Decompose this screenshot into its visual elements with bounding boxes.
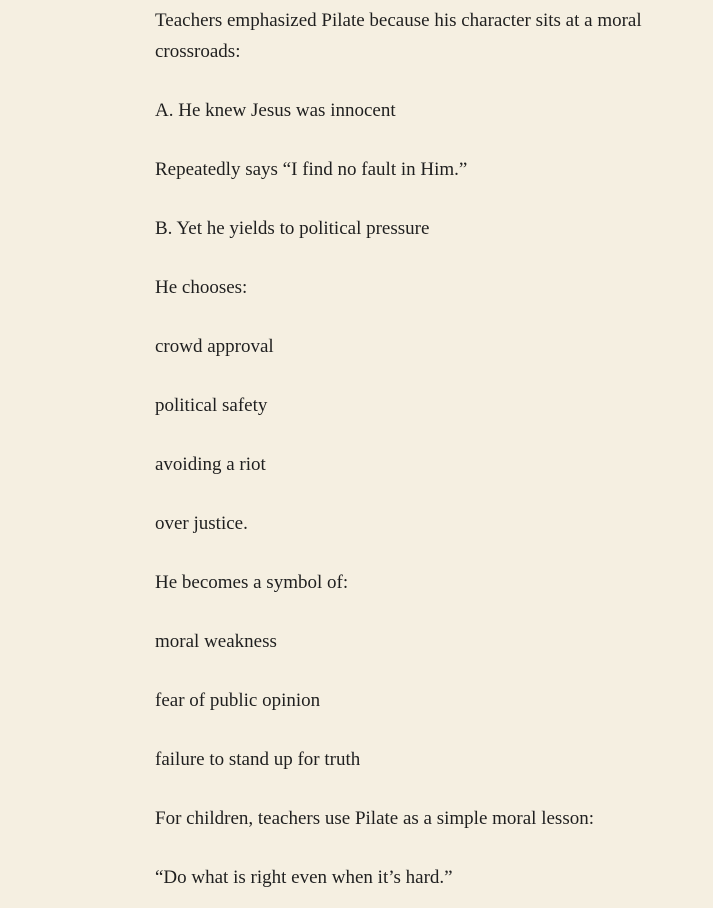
list-item-crowd-approval: crowd approval bbox=[155, 336, 274, 357]
list-item-fear-public-opinion: fear of public opinion bbox=[155, 690, 321, 711]
paragraph-over-justice: over justice. bbox=[155, 513, 248, 534]
paragraph-closing-quote: “Do what is right even when it’s hard.” bbox=[155, 867, 453, 888]
paragraph-point-a: A. He knew Jesus was innocent bbox=[155, 100, 396, 121]
paragraph-intro: Teachers emphasized Pilate because his character sits at a moral crossroads: bbox=[155, 10, 642, 62]
list-item-avoiding-riot: avoiding a riot bbox=[155, 454, 266, 475]
list-item-moral-weakness: moral weakness bbox=[155, 631, 277, 652]
list-item-failure-truth: failure to stand up for truth bbox=[155, 749, 361, 770]
paragraph-he-chooses: He chooses: bbox=[155, 277, 248, 298]
list-item-political-safety: political safety bbox=[155, 395, 268, 416]
paragraph-symbol-of: He becomes a symbol of: bbox=[155, 572, 349, 593]
paragraph-quote-no-fault: Repeatedly says “I find no fault in Him.” bbox=[155, 159, 468, 180]
article-body bbox=[155, 5, 690, 893]
paragraph-children-lesson: For children, teachers use Pilate as a simple moral lesson: bbox=[155, 808, 594, 829]
paragraph-point-b: B. Yet he yields to political pressure bbox=[155, 218, 430, 239]
